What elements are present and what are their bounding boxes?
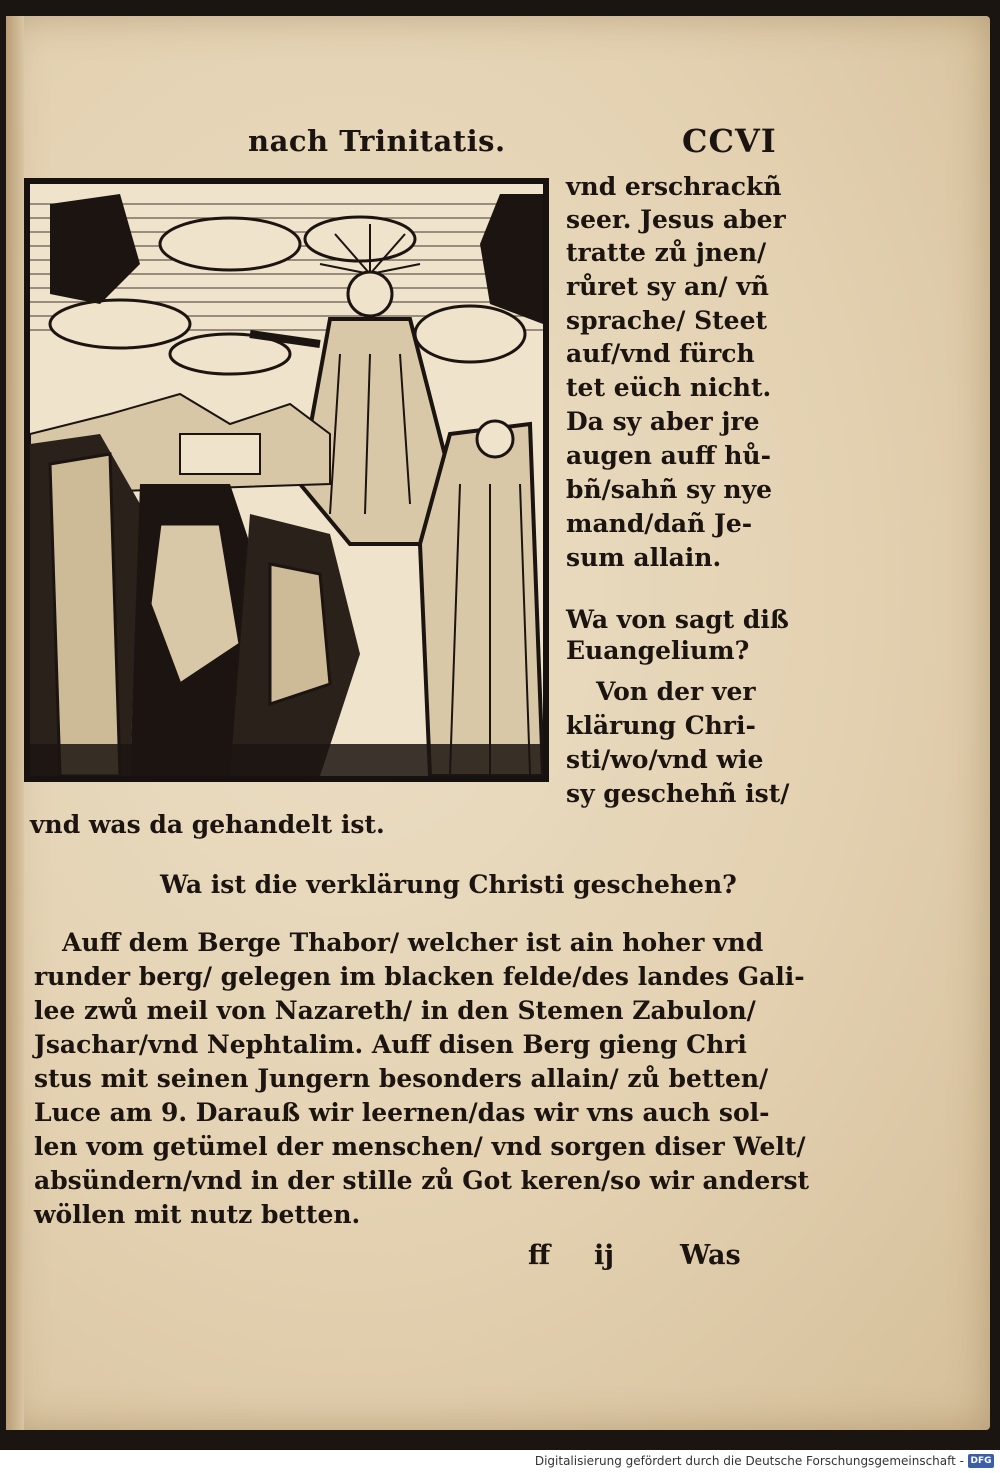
woodcut-drawing	[30, 184, 543, 776]
signature-mark: ff	[528, 1240, 551, 1271]
dfg-logo-icon: DFG	[968, 1454, 994, 1468]
question-line: Euangelium?	[566, 636, 750, 665]
catchword: Was	[680, 1240, 741, 1271]
section-heading: Wa ist die verklärung Christi geschehen?	[160, 870, 737, 899]
body-line: wöllen mit nutz betten.	[34, 1200, 361, 1229]
column-line: růret sy an/ vñ	[566, 272, 769, 301]
body-line: Auff dem Berge Thabor/ welcher ist ain hoher vnd	[62, 928, 764, 957]
body-line: Jsachar/vnd Nephtalim. Auff disen Berg gieng Chri	[34, 1030, 747, 1059]
question-line: Wa von sagt diß	[566, 605, 789, 634]
signature-number: ij	[594, 1240, 615, 1271]
footer-credit: Digitalisierung gefördert durch die Deutsche Forschungsgemeinschaft -	[534, 1454, 964, 1468]
column-line: tet eüch nicht.	[566, 373, 772, 402]
digitization-footer	[0, 1450, 1000, 1473]
column-line: sprache/ Steet	[566, 306, 768, 335]
woodcut-transfiguration-icon	[24, 178, 549, 782]
column-line: auf/vnd fürch	[566, 339, 755, 368]
column-line: tratte zů jnen/	[566, 238, 767, 267]
continuation-line: vnd was da gehandelt ist.	[30, 810, 385, 839]
answer-line: sy geschehñ ist/	[566, 779, 790, 808]
column-line: vnd erschrackñ	[566, 172, 782, 201]
body-line: runder berg/ gelegen im blacken felde/des landes Gali-	[34, 962, 805, 991]
running-head: nach Trinitatis.	[248, 124, 506, 158]
answer-line: Von der ver	[596, 677, 756, 706]
body-line: absündern/vnd in der stille zů Got keren/so wir anderst	[34, 1166, 810, 1195]
body-line: stus mit seinen Jungern besonders allain/ zů betten/	[34, 1064, 769, 1093]
column-line: bñ/sahñ sy nye	[566, 475, 773, 504]
body-line: lee zwů meil von Nazareth/ in den Stemen Zabulon/	[34, 996, 756, 1025]
column-line: augen auff hů-	[566, 441, 771, 470]
answer-line: sti/wo/vnd wie	[566, 745, 764, 774]
folio-number: CCVI	[682, 122, 777, 160]
answer-line: klärung Chri-	[566, 711, 756, 740]
column-line: sum allain.	[566, 543, 722, 572]
page-gutter-edge	[6, 16, 24, 1430]
column-line: mand/dañ Je-	[566, 509, 753, 538]
column-line: Da sy aber jre	[566, 407, 760, 436]
column-line: seer. Jesus aber	[566, 205, 786, 234]
body-line: Luce am 9. Darauß wir leernen/das wir vns auch sol-	[34, 1098, 770, 1127]
body-line: len vom getümel der menschen/ vnd sorgen diser Welt/	[34, 1132, 806, 1161]
